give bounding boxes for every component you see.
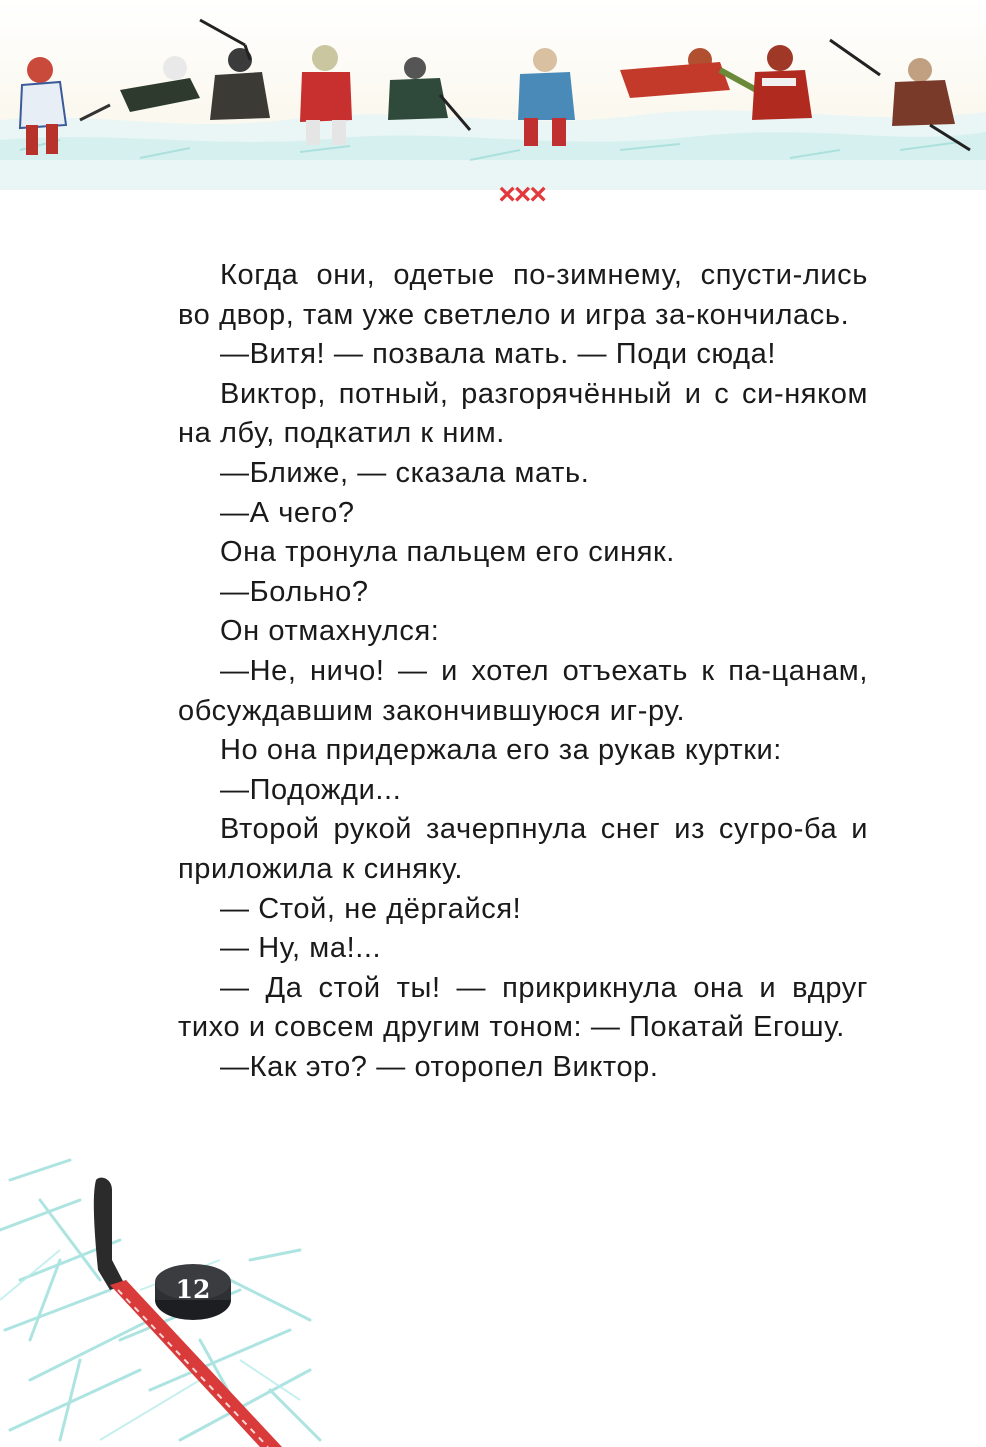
page-number: 12	[175, 1275, 211, 1304]
story-text	[178, 256, 868, 1087]
paragraph: —Больно?	[220, 575, 369, 608]
player-figure-3	[200, 20, 270, 120]
paragraph: Второй рукой зачерпнула снег из сугро-ба и приложила к синяку.	[178, 813, 868, 885]
paragraph: Когда они, одетые по-зимнему, спусти-лись во двор, там уже светлело и игра за-кончилась.	[178, 259, 868, 331]
paragraph: —А чего?	[220, 496, 355, 529]
hockey-players-banner	[0, 0, 986, 190]
paragraph: —Как это? — оторопел Виктор.	[220, 1050, 659, 1083]
paragraph: Он отмахнулся:	[220, 615, 440, 648]
player-figure-7	[620, 48, 760, 98]
paragraph: Но она придержала его за рукав куртки:	[220, 734, 782, 767]
paragraph: Она тронула пальцем его синяк.	[220, 536, 675, 569]
paragraph: —Витя! — позвала мать. — Поди сюда!	[220, 338, 777, 371]
section-separator: ×××	[497, 178, 545, 211]
paragraph: — Стой, не дёргайся!	[220, 892, 522, 925]
paragraph: —Не, ничо! — и хотел отъехать к па-цанам, обсуждавшим закончившуюся иг-ру.	[178, 654, 868, 727]
player-figure-2	[80, 56, 200, 120]
paragraph: — Да стой ты! — прикрикнула она и вдруг тихо и совсем другим тоном: — Покатай Егошу.	[178, 971, 868, 1044]
paragraph: —Подожди...	[220, 773, 402, 806]
player-figure-8	[752, 40, 880, 120]
paragraph: Виктор, потный, разгорячённый и с си-няком на лбу, подкатил к ним.	[178, 377, 868, 450]
paragraph: —Ближе, — сказала мать.	[220, 456, 590, 489]
paragraph: — Ну, ма!...	[220, 932, 382, 965]
